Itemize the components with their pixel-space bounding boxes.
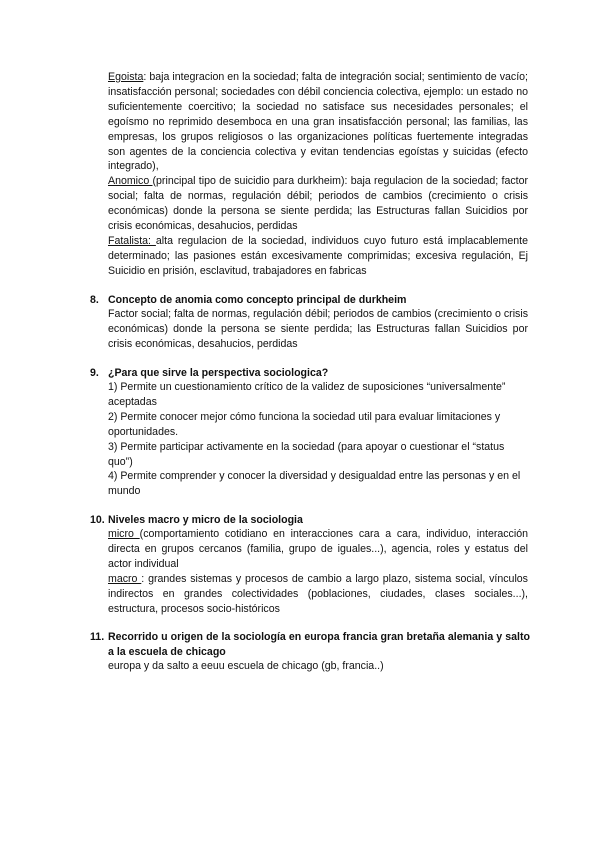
egoista-paragraph [108,70,528,174]
question-11-answer: europa y da salto a eeuu escuela de chicago (gb, francia..) [108,660,384,672]
question-9-heading [90,366,530,381]
egoista-text: : baja integracion en la sociedad; falta de integración social; sentimiento de vacío; insatisfacción personal; sociedades con débil conciencia colectiva, ejemplo: un estado no suficientemente coercitivo; la sociedad no satisface sus necesidades personales; el egoísmo no reprimido desemboca en una gran insatisfacción personal; las familias, las empresas, los grupos religiosos o las organizaciones políticas fuertemente integradas son agentes de la conciencia colectiva y evitan tendencias egoístas y suicidas (efecto integrado), [108,71,528,173]
question-11-heading [90,630,530,660]
anomico-paragraph [108,174,528,234]
question-9-point-3: 3) Permite participar activamente en la sociedad (para apoyar o cuestionar el “status quo”) [108,440,505,468]
question-8-number: 8. [90,294,99,306]
micro-paragraph [108,527,528,572]
question-9-title: ¿Para que sirve la perspectiva sociologica? [108,367,329,379]
question-9-point-1: 1) Permite un cuestionamiento crítico de la validez de suposiciones “universalmente” aceptadas [108,381,506,408]
question-8-answer: Factor social; falta de normas, regulación débil; periodos de cambios (crecimiento o crisis económicas) donde la persona se siente perdida; las Estructuras fallan Suicidios por crisis económicas, desahucios, perdidas [108,308,528,350]
fatalista-text: alta regulacion de la sociedad, individuos cuyo futuro está implacablemente determinado; las pasiones están excesivamente comprimidas; excesiva regulación, Ej Suicidio en prisión, esclavitud, trabajadores en fabricas [108,234,528,277]
question-10-title: Niveles macro y micro de la sociologia [108,514,303,526]
macro-term: macro [108,572,142,585]
question-10-heading [90,513,530,528]
micro-text: (comportamiento cotidiano en interacciones cara a cara, individuo, interacción directa en grupos cercanos (familia, grupo de iguales...), agencia, roles y estatus del actor individual [108,528,528,570]
question-9-answer-block [108,380,528,499]
question-11-answer-block [108,659,528,674]
macro-paragraph [108,572,528,617]
question-9-point-2: 2) Permite conocer mejor cómo funciona la sociedad util para evaluar limitaciones y oportunidades. [108,410,501,438]
egoista-term: Egoista [108,71,144,83]
suicide-types-section [108,70,528,279]
question-10-number: 10. [90,514,105,526]
fatalista-term: Fatalista: [108,234,156,247]
anomico-text: (principal tipo de suicidio para durkheim): baja regulacion de la sociedad; factor social; falta de normas, regulación débil; periodos de cambios (crecimiento o crisis económicas) donde la persona se siente perdida; las Estructuras fallan Suicidios por crisis económicas, desahucios, perdidas [108,175,528,233]
question-10-answer-block [108,527,528,616]
question-11-number: 11. [90,631,105,643]
question-8-heading [90,293,530,308]
anomico-term: Anomico [108,175,153,188]
macro-text: : grandes sistemas y procesos de cambio a largo plazo, sistema social, vínculos indirectos en grandes colectividades (poblaciones, ciudades, clases sociales...), estructura, procesos socio-históricos [108,572,528,615]
question-8-title: Concepto de anomia como concepto principal de durkheim [108,294,407,306]
question-9-point-4: 4) Permite comprender y conocer la diversidad y desigualdad entre las personas y en el mundo [108,470,521,498]
fatalista-paragraph [108,234,528,279]
question-8-answer-block [108,307,528,352]
micro-term: micro [108,528,140,540]
question-9-number: 9. [90,367,99,379]
question-11-title: Recorrido u origen de la sociología en europa francia gran bretaña alemania y salto a la escuela de chicago [108,631,530,658]
